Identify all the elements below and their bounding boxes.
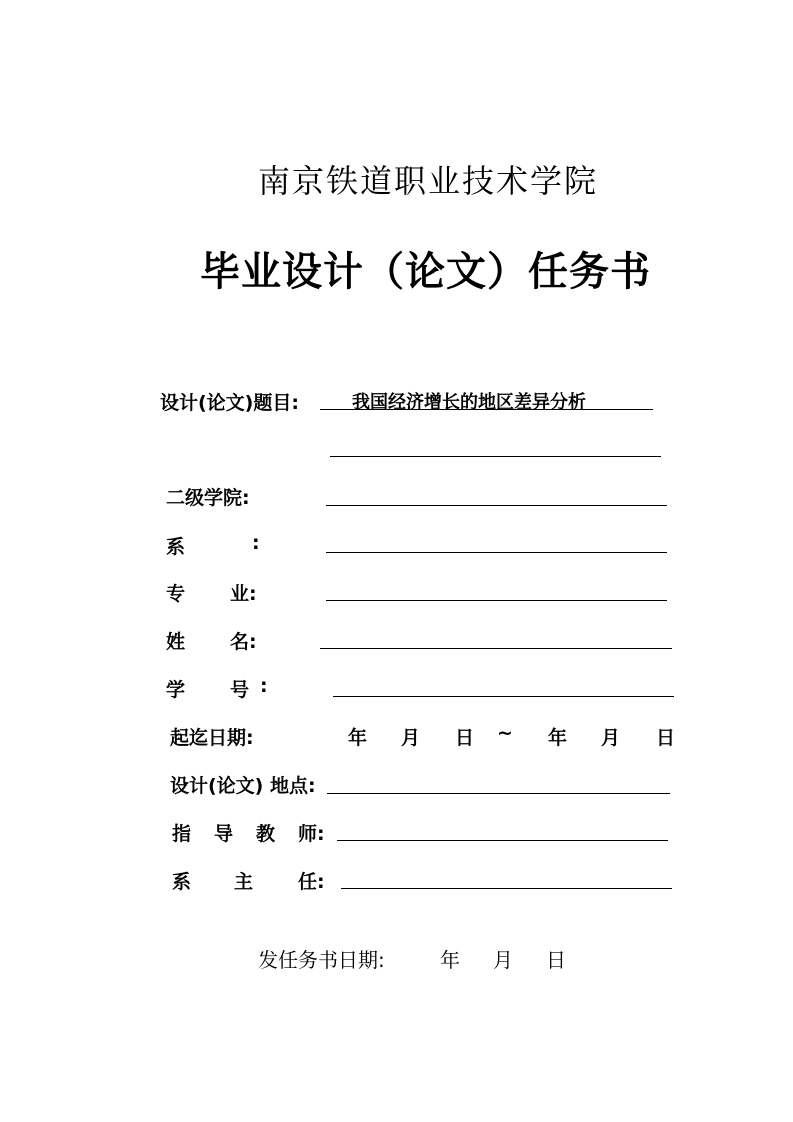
period-start-day: 日 bbox=[455, 727, 475, 749]
advisor-label-char3: 教 bbox=[256, 823, 276, 845]
department-label-char: 系 bbox=[166, 536, 186, 558]
major-label-char2: 业: bbox=[230, 583, 257, 605]
student-id-label-char2: 号 bbox=[230, 679, 250, 701]
document-title: 毕业设计（论文）任务书 bbox=[200, 249, 651, 295]
topic-value[interactable]: 我国经济增长的地区差异分析 bbox=[352, 392, 586, 413]
period-separator: ~ bbox=[497, 722, 513, 744]
topic-underline-2[interactable] bbox=[330, 456, 661, 457]
college-field[interactable] bbox=[326, 505, 667, 506]
name-label-char2: 名: bbox=[230, 631, 257, 653]
director-label-char2: 主 bbox=[234, 871, 254, 893]
advisor-label-char2: 导 bbox=[214, 823, 234, 845]
director-label-char3: 任: bbox=[298, 871, 325, 893]
student-id-label-char1: 学 bbox=[166, 679, 186, 701]
location-field[interactable] bbox=[327, 793, 670, 794]
issue-date-label: 发任务书日期: bbox=[258, 948, 385, 972]
advisor-field[interactable] bbox=[337, 840, 668, 841]
name-field[interactable] bbox=[320, 648, 672, 649]
major-label-char1: 专 bbox=[166, 583, 186, 605]
student-id-label-colon: : bbox=[260, 675, 268, 697]
period-label: 起迄日期: bbox=[170, 727, 254, 749]
period-start-year: 年 bbox=[348, 727, 368, 749]
student-id-field[interactable] bbox=[333, 696, 674, 697]
period-end-day: 日 bbox=[656, 727, 676, 749]
director-label-char1: 系 bbox=[172, 871, 192, 893]
name-label-char1: 姓 bbox=[166, 631, 186, 653]
issue-date-day: 日 bbox=[546, 948, 566, 972]
school-name: 南京铁道职业技术学院 bbox=[258, 162, 599, 200]
department-field[interactable] bbox=[326, 552, 667, 553]
location-label: 设计(论文) 地点: bbox=[170, 775, 316, 797]
topic-underline bbox=[320, 409, 653, 410]
department-label-colon: : bbox=[252, 532, 260, 554]
director-field[interactable] bbox=[341, 888, 672, 889]
period-end-month: 月 bbox=[601, 727, 621, 749]
issue-date-year: 年 bbox=[440, 948, 460, 972]
period-end-year: 年 bbox=[548, 727, 568, 749]
major-field[interactable] bbox=[326, 600, 667, 601]
college-label: 二级学院: bbox=[166, 487, 250, 509]
topic-label: 设计(论文)题目: bbox=[160, 392, 299, 414]
period-start-month: 月 bbox=[401, 727, 421, 749]
advisor-label-char1: 指 bbox=[172, 823, 192, 845]
issue-date-month: 月 bbox=[493, 948, 513, 972]
advisor-label-char4: 师: bbox=[298, 823, 325, 845]
